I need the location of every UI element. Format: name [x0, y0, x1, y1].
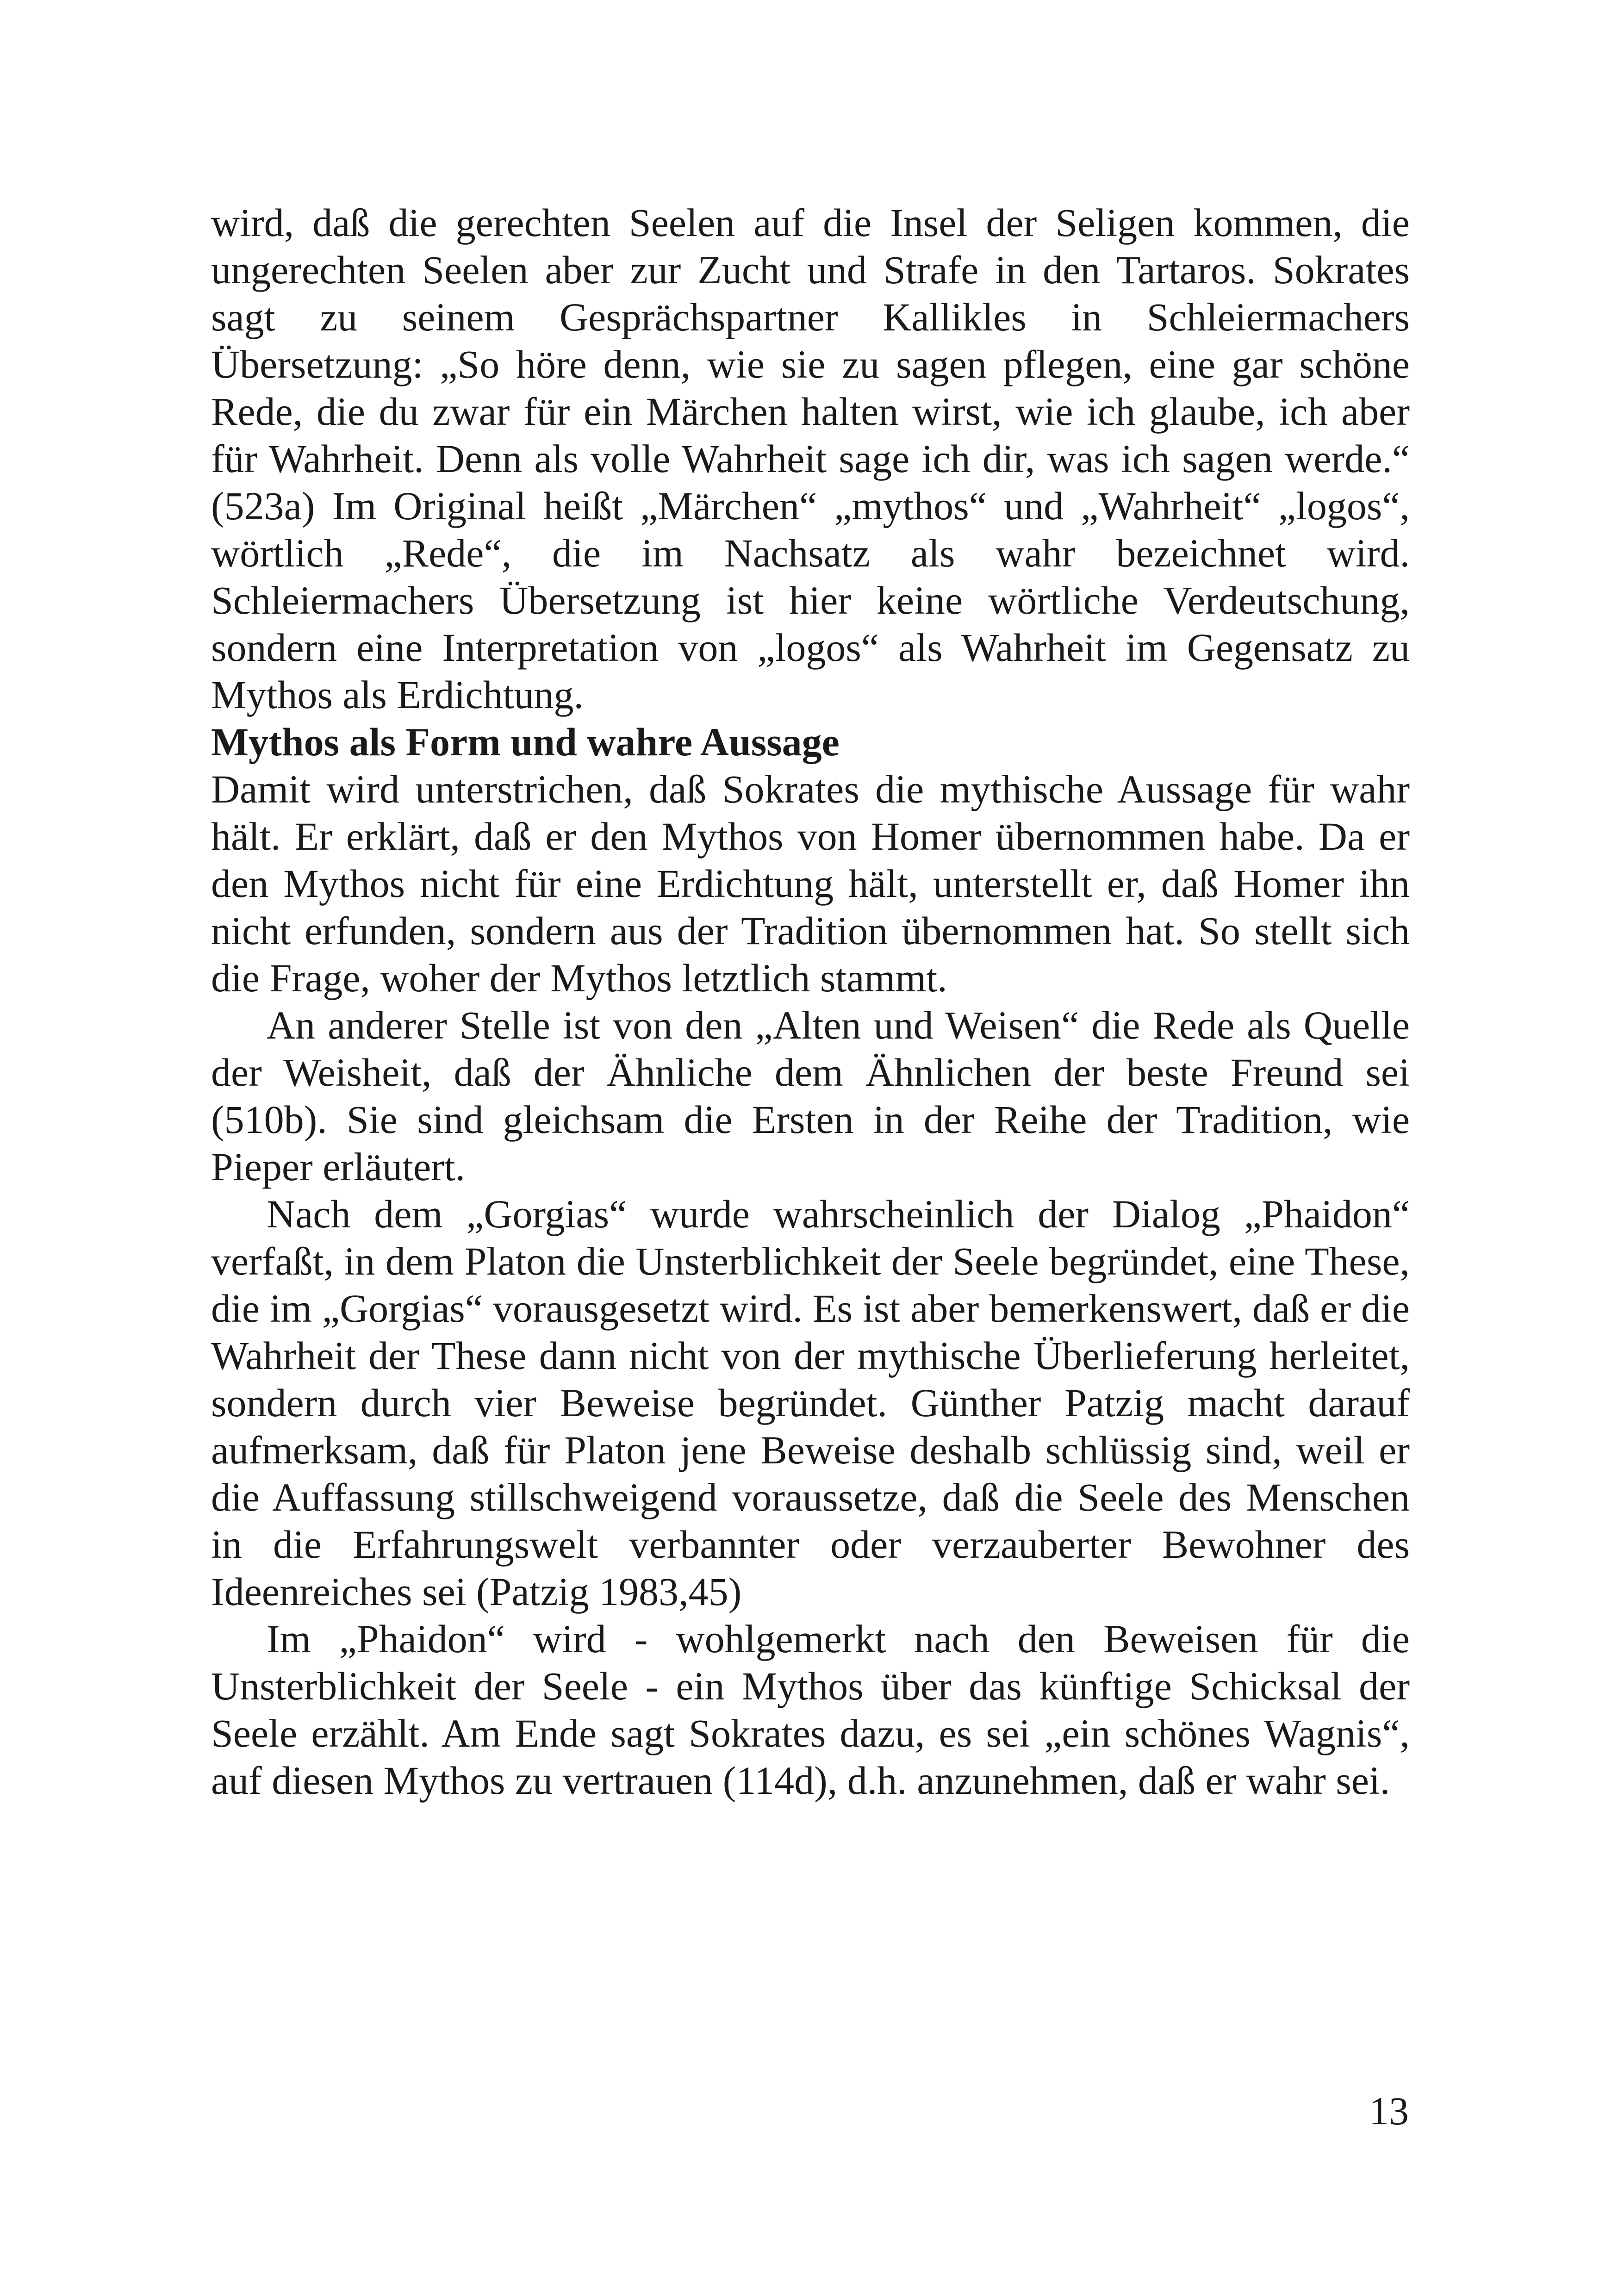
paragraph-3: An anderer Stelle ist von den „Alten und Weisen“ die Rede als Quelle der Weisheit, daß der Ähnliche dem Ähnlichen der beste Freund sei (510b). Sie sind gleichsam die Ersten in der Reihe der Tradition, wie Pieper erläutert.: [211, 1003, 1410, 1189]
paragraph-2: Damit wird unterstrichen, daß Sokrates die mythische Aussage für wahr hält. Er erklärt, daß er den Mythos von Homer übernommen habe. Da er den Mythos nicht für eine Erdichtung hält, unterstellt er, daß Homer ihn nicht erfunden, sondern aus der Tradition übernommen hat. So stellt sich die Frage, woher der Mythos letztlich stammt.: [211, 767, 1410, 1000]
paragraph-5: Im „Phaidon“ wird - wohlgemerkt nach den Beweisen für die Unsterblichkeit der Seele - ein Mythos über das künftige Schicksal der Seele erzählt. Am Ende sagt Sokrates dazu, es sei „ein schönes Wagnis“, auf diesen Mythos zu vertrauen (114d), d.h. anzunehmen, daß er wahr sei.: [211, 1617, 1410, 1803]
section-heading: Mythos als Form und wahre Aussage: [211, 720, 840, 764]
page-body: [211, 199, 1410, 1804]
paragraph-1: wird, daß die gerechten Seelen auf die Insel der Seligen kommen, die ungerechten Seelen aber zur Zucht und Strafe in den Tartaros. Sokrates sagt zu seinem Gesprächspartner Kallikles in Schleiermachers Übersetzung: „So höre denn, wie sie zu sagen pflegen, eine gar schöne Rede, die du zwar für ein Märchen halten wirst, wie ich glaube, ich aber für Wahrheit. Denn als volle Wahrheit sage ich dir, was ich sagen werde.“ (523a) Im Original heißt „Märchen“ „mythos“ und „Wahrheit“ „logos“, wörtlich „Rede“, die im Nachsatz als wahr bezeichnet wird. Schleiermachers Übersetzung ist hier keine wörtliche Verdeutschung, sondern eine Interpretation von „logos“ als Wahrheit im Gegensatz zu Mythos als Erdichtung.: [211, 200, 1410, 717]
paragraph-4: Nach dem „Gorgias“ wurde wahrscheinlich der Dialog „Phaidon“ verfaßt, in dem Platon die Unsterblichkeit der Seele begründet, eine These, die im „Gorgias“ vorausgesetzt wird. Es ist aber bemerkenswert, daß er die Wahrheit der These dann nicht von der mythische Überlieferung herleitet, sondern durch vier Beweise begründet. Günther Patzig macht darauf aufmerksam, daß für Platon jene Beweise deshalb schlüssig sind, weil er die Auffassung stillschweigend voraussetze, daß die Seele des Menschen in die Erfahrungswelt verbannter oder verzauberter Bewohner des Ideenreiches sei (Patzig 1983,45): [211, 1192, 1410, 1614]
page-number: 13: [1369, 2089, 1409, 2133]
